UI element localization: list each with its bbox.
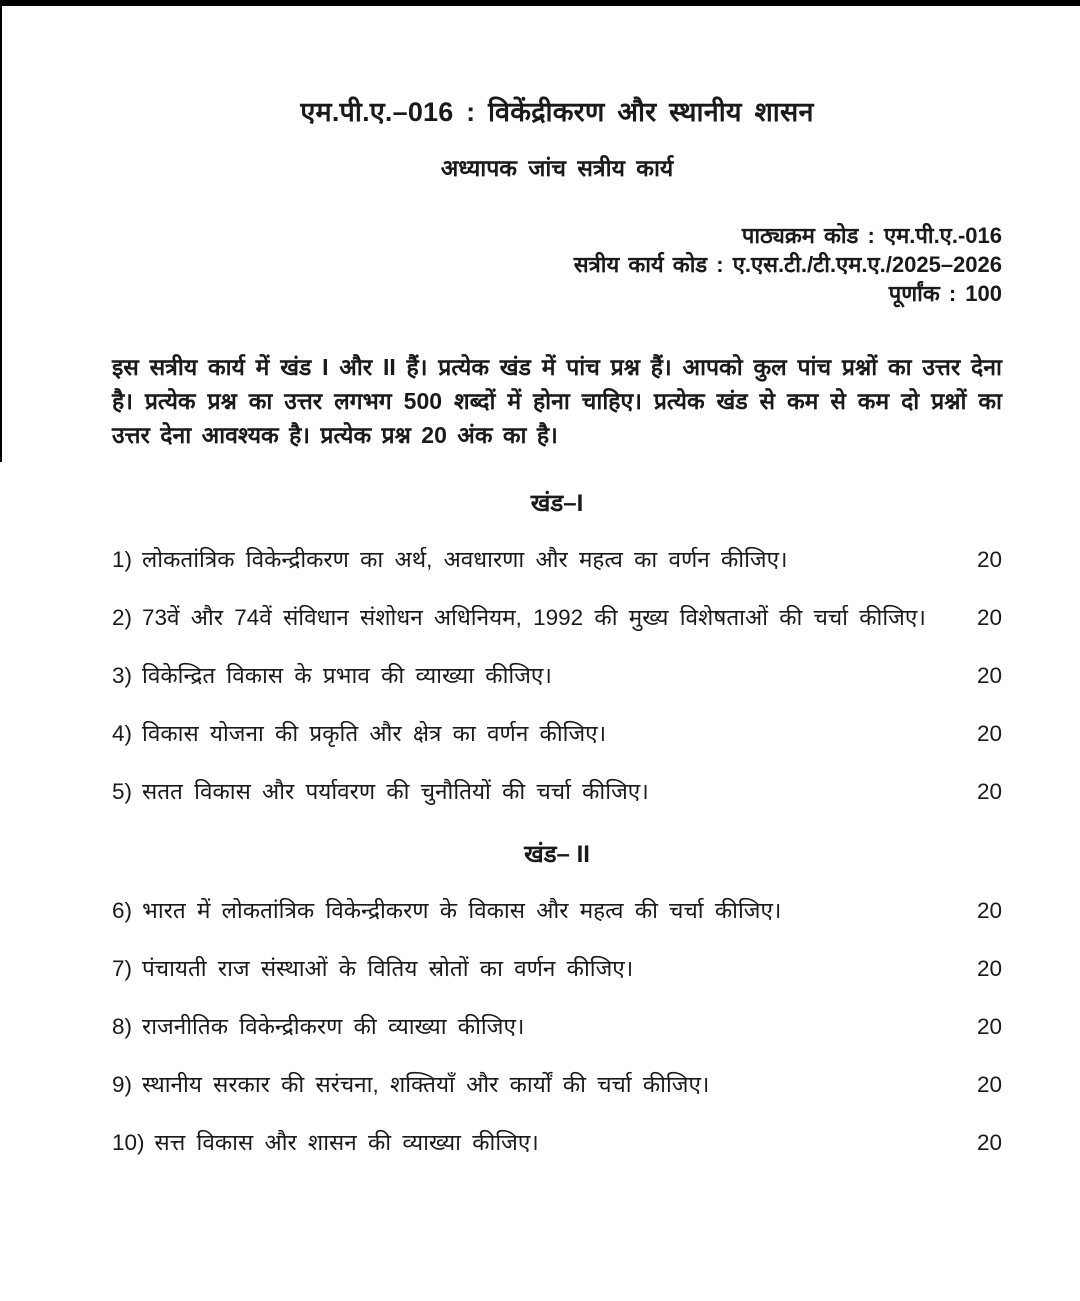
question-3 — [112, 661, 942, 691]
question-marks: 20 — [976, 605, 1002, 630]
question-number: 2) — [112, 605, 133, 630]
question-marks: 20 — [976, 547, 1002, 572]
question-text: सतत विकास और पर्यावरण की चुनौतियों की चर्चा कीजिए। — [142, 779, 649, 804]
question-text: राजनीतिक विकेन्द्रीकरण की व्याख्या कीजिए। — [142, 1014, 525, 1039]
question-marks: 20 — [976, 956, 1002, 981]
question-number: 7) — [112, 956, 133, 981]
question-10 — [112, 1128, 942, 1158]
question-number: 4) — [112, 721, 133, 746]
question-2 — [112, 603, 942, 633]
question-marks: 20 — [976, 779, 1002, 804]
assignment-type-subtitle: अध्यापक जांच सत्रीय कार्य — [440, 155, 674, 181]
question-text: 73वें और 74वें संविधान संशोधन अधिनियम, 1992 की मुख्य विशेषताओं की चर्चा कीजिए। — [142, 605, 926, 630]
question-4 — [112, 719, 942, 749]
question-5 — [112, 777, 942, 807]
question-8 — [112, 1012, 942, 1042]
question-row-9 — [112, 1070, 1002, 1100]
question-row-5 — [112, 777, 1002, 807]
question-marks: 20 — [976, 898, 1002, 923]
question-row-2 — [112, 603, 1002, 633]
question-marks: 20 — [976, 1130, 1002, 1155]
question-row-10 — [112, 1128, 1002, 1158]
assignment-code-line: सत्रीय कार्य कोड : ए.एस.टी./टी.एम.ए./2025–2026 — [573, 252, 1002, 277]
question-text: लोकतांत्रिक विकेन्द्रीकरण का अर्थ, अवधारणा और महत्व का वर्णन कीजिए। — [142, 547, 788, 572]
question-row-8 — [112, 1012, 1002, 1042]
question-text: पंचायती राज संस्थाओं के वितिय स्रोतों का वर्णन कीजिए। — [142, 956, 634, 981]
question-marks: 20 — [976, 721, 1002, 746]
question-marks: 20 — [976, 663, 1002, 688]
instructions-paragraph: इस सत्रीय कार्य में खंड I और II हैं। प्रत्येक खंड में पांच प्रश्न हैं। आपको कुल पांच प्रश्नों का उत्तर देना है। प्रत्येक प्रश्न का उत्तर लगभग 500 शब्दों में होना चाहिए। प्रत्येक खंड से कम से कम दो प्रश्नों का उत्तर देना आवश्यक है। प्रत्येक प्रश्न 20 अंक का है। — [112, 354, 1002, 448]
question-marks: 20 — [976, 1072, 1002, 1097]
course-title: एम.पी.ए.–016 : विकेंद्रीकरण और स्थानीय शासन — [300, 97, 814, 127]
section-2-heading: खंड– II — [524, 841, 590, 868]
max-marks-line: पूर्णांक : 100 — [888, 281, 1002, 306]
code-block — [112, 221, 1002, 308]
question-7 — [112, 954, 942, 984]
question-row-3 — [112, 661, 1002, 691]
question-text: स्थानीय सरकार की सरंचना, शक्तियाँ और कार्यों की चर्चा कीजिए। — [142, 1072, 710, 1097]
question-number: 10) — [112, 1130, 145, 1155]
question-row-1 — [112, 545, 1002, 575]
question-number: 3) — [112, 663, 133, 688]
course-code-line: पाठ्यक्रम कोड : एम.पी.ए.-016 — [741, 223, 1002, 248]
section-1 — [112, 486, 1002, 807]
section-1-heading: खंड–I — [530, 490, 584, 517]
question-number: 1) — [112, 547, 133, 572]
question-text: सत्त विकास और शासन की व्याख्या कीजिए। — [154, 1130, 539, 1155]
question-text: भारत में लोकतांत्रिक विकेन्द्रीकरण के विकास और महत्व की चर्चा कीजिए। — [142, 898, 782, 923]
question-1 — [112, 545, 942, 575]
question-number: 6) — [112, 898, 133, 923]
section-2 — [112, 837, 1002, 1158]
question-marks: 20 — [976, 1014, 1002, 1039]
question-number: 5) — [112, 779, 133, 804]
question-number: 8) — [112, 1014, 133, 1039]
question-text: विकास योजना की प्रकृति और क्षेत्र का वर्णन कीजिए। — [142, 721, 607, 746]
question-9 — [112, 1070, 942, 1100]
question-number: 9) — [112, 1072, 133, 1097]
question-row-6 — [112, 896, 1002, 926]
question-row-4 — [112, 719, 1002, 749]
question-row-7 — [112, 954, 1002, 984]
question-6 — [112, 896, 942, 926]
question-text: विकेन्द्रित विकास के प्रभाव की व्याख्या कीजिए। — [142, 663, 552, 688]
